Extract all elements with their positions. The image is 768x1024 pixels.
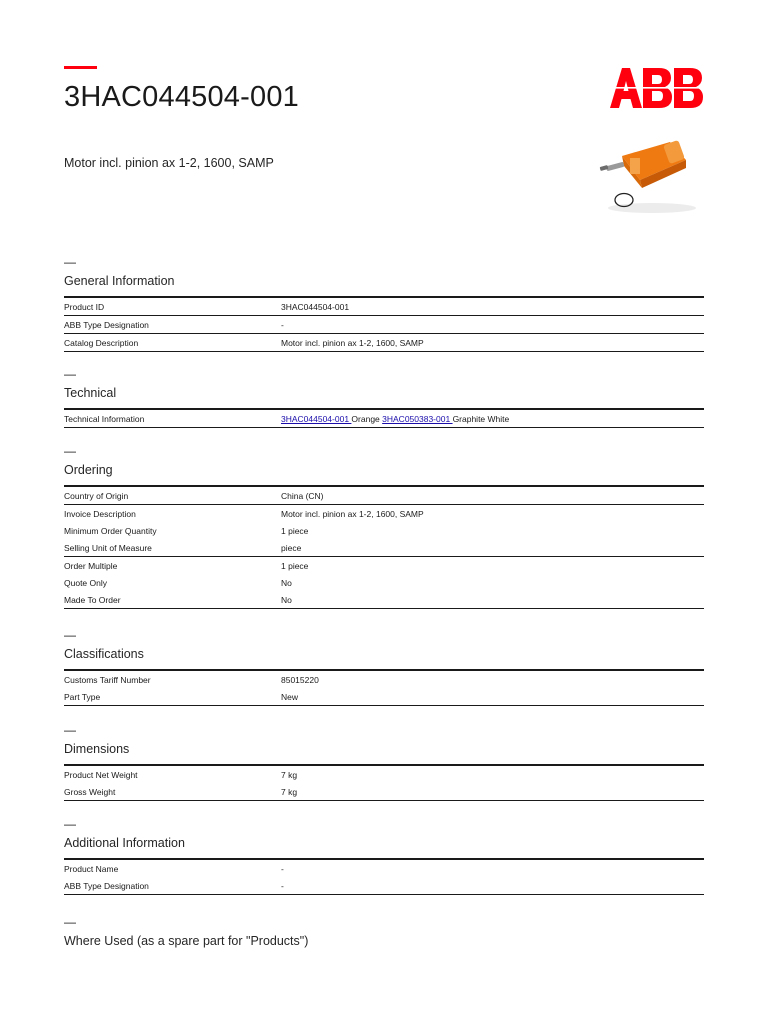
row-label: Part Type <box>64 691 101 702</box>
page-title: 3HAC044504-001 <box>64 81 299 113</box>
row-label: Technical Information <box>64 413 145 424</box>
table-row <box>64 486 704 505</box>
row-label: Gross Weight <box>64 786 116 797</box>
row-text: Graphite White <box>452 413 510 424</box>
section-title: Where Used (as a spare part for "Products") <box>64 934 309 948</box>
table-row <box>64 783 704 801</box>
section-dash: — <box>64 915 76 929</box>
table-row <box>64 505 704 523</box>
row-value: - <box>281 316 704 334</box>
row-value: 7 kg <box>281 786 298 797</box>
technical-table <box>64 408 704 428</box>
section-general-information <box>64 256 704 352</box>
motor-product-image <box>592 128 704 216</box>
section-title: Additional Information <box>64 836 185 850</box>
row-value: No <box>281 594 292 605</box>
section-title: Technical <box>64 386 117 400</box>
row-label: Catalog Description <box>64 337 139 348</box>
section-additional-information <box>64 818 704 895</box>
section-where-used <box>64 916 704 948</box>
row-label: Order Multiple <box>64 560 118 571</box>
dimensions-table <box>64 764 704 801</box>
row-label: Product Name <box>64 863 119 874</box>
section-dash: — <box>64 723 76 737</box>
table-row <box>64 297 704 316</box>
row-value: piece <box>281 539 704 557</box>
row-value: - <box>281 863 284 874</box>
row-value: 1 piece <box>281 560 309 571</box>
section-classifications <box>64 629 704 706</box>
row-label: Product ID <box>64 297 281 316</box>
table-row <box>64 765 704 783</box>
row-label: Selling Unit of Measure <box>64 539 281 557</box>
section-dash: — <box>64 255 76 269</box>
row-label: Customs Tariff Number <box>64 674 151 685</box>
tech-doc-orange-link[interactable]: 3HAC044504-001 <box>281 413 352 424</box>
section-ordering <box>64 445 704 609</box>
row-value: New <box>281 691 299 702</box>
table-row <box>64 591 704 609</box>
table-row <box>64 688 704 706</box>
section-title: General Information <box>64 274 175 288</box>
row-value: Motor incl. pinion ax 1-2, 1600, SAMP <box>281 337 424 348</box>
table-row <box>64 557 704 575</box>
table-row <box>64 877 704 895</box>
row-label: Quote Only <box>64 577 107 588</box>
row-label: Minimum Order Quantity <box>64 525 157 536</box>
row-label: Country of Origin <box>64 486 281 505</box>
row-label: ABB Type Designation <box>64 880 149 891</box>
table-row <box>64 409 704 428</box>
general-information-table <box>64 296 704 352</box>
row-label: Product Net Weight <box>64 769 138 780</box>
accent-bar <box>64 66 97 69</box>
row-value: No <box>281 577 292 588</box>
row-value: 85015220 <box>281 674 319 685</box>
section-dash: — <box>64 628 76 642</box>
row-label: Made To Order <box>64 594 121 605</box>
section-technical <box>64 368 704 428</box>
table-row <box>64 522 704 539</box>
table-row <box>64 334 704 352</box>
section-title: Dimensions <box>64 742 130 756</box>
section-title: Classifications <box>64 647 144 661</box>
section-dash: — <box>64 444 76 458</box>
table-row <box>64 574 704 591</box>
row-value: 1 piece <box>281 525 309 536</box>
table-row <box>64 859 704 877</box>
additional-information-table <box>64 858 704 895</box>
row-value: - <box>281 880 284 891</box>
row-value: 7 kg <box>281 769 298 780</box>
row-value: Motor incl. pinion ax 1-2, 1600, SAMP <box>281 508 424 519</box>
table-row <box>64 670 704 688</box>
row-value: China (CN) <box>281 486 704 505</box>
row-value: 3HAC044504-001 <box>281 297 704 316</box>
table-row <box>64 316 704 334</box>
product-description: Motor incl. pinion ax 1-2, 1600, SAMP <box>64 156 274 170</box>
section-dimensions <box>64 724 704 801</box>
row-value <box>281 409 704 428</box>
ordering-table <box>64 485 704 609</box>
classifications-table <box>64 669 704 706</box>
row-label: Invoice Description <box>64 508 136 519</box>
abb-logo <box>610 68 704 108</box>
row-text: Orange <box>351 413 383 424</box>
section-title: Ordering <box>64 463 113 477</box>
row-label: ABB Type Designation <box>64 316 281 334</box>
section-dash: — <box>64 367 76 381</box>
section-dash: — <box>64 817 76 831</box>
table-row <box>64 539 704 557</box>
tech-doc-graphite-white-link[interactable]: 3HAC050383-001 <box>382 413 453 424</box>
